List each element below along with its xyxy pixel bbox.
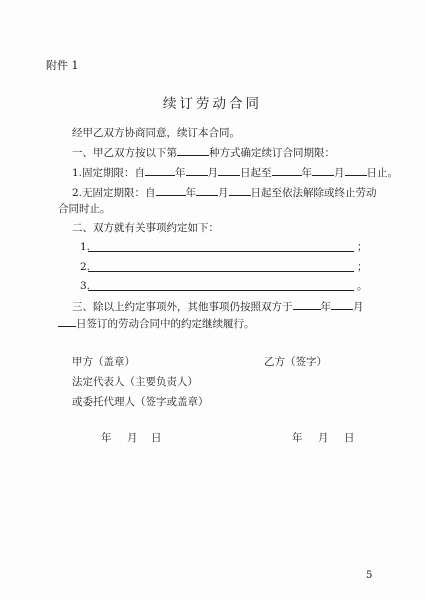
start-month-blank (186, 165, 208, 176)
clause-2-item-3-number: 3. (80, 280, 91, 292)
open-year-blank (156, 185, 186, 196)
day-end-label: 日止。 (366, 167, 399, 179)
month-label: 月 (218, 187, 229, 199)
clause-2-item-2-line (88, 271, 354, 272)
month-label: 月 (207, 167, 219, 179)
start-year-blank (145, 165, 175, 176)
year-label: 年 (320, 301, 331, 313)
party-b-date-year: 年 (292, 432, 303, 444)
option-number-blank (177, 145, 209, 156)
clause-3-continuation (58, 316, 255, 331)
start-day-blank (218, 165, 240, 176)
clause-2-item-1-number: 1. (80, 241, 91, 253)
clause-1-text-a: 一、甲乙双方按以下第 (72, 147, 177, 159)
year-label: 年 (175, 167, 186, 179)
open-day-blank (229, 185, 251, 196)
end-month-blank (312, 165, 334, 176)
party-b-date-month: 月 (318, 432, 329, 444)
end-day-blank (345, 165, 367, 176)
clause-1-line (72, 145, 335, 160)
signed-year-blank (293, 299, 321, 310)
open-term-line (72, 185, 377, 200)
authorized-agent-label: 或委托代理人（签字或盖章） (72, 396, 209, 408)
page-number: 5 (366, 570, 373, 581)
signed-day-blank (58, 316, 76, 327)
fixed-term-line (72, 165, 398, 180)
attachment-label: 附件 1 (46, 59, 79, 72)
open-term-continuation: 合同时止。 (58, 203, 111, 215)
signed-month-blank (331, 299, 353, 310)
year-label: 年 (301, 167, 313, 179)
party-b-date-day: 日 (344, 432, 355, 444)
clause-2-item-1-end: ； (357, 241, 368, 253)
clause-3-line (72, 299, 364, 314)
party-a-date-month: 月 (127, 432, 138, 444)
party-a-label: 甲方（盖章） (72, 356, 135, 368)
clause-2-heading: 二、双方就有关事项约定如下： (72, 222, 219, 234)
clause-2-item-3-line (88, 290, 354, 291)
intro-paragraph: 经甲乙双方协商同意，续订本合同。 (72, 127, 240, 139)
clause-2-item-2-number: 2. (80, 261, 91, 273)
open-term-text: 日起至依法解除或终止劳动 (250, 187, 377, 199)
open-month-blank (196, 185, 218, 196)
clause-2-item-3-end: 。 (357, 280, 368, 292)
year-label: 年 (185, 187, 197, 199)
party-a-date-day: 日 (151, 432, 162, 444)
month-label: 月 (353, 301, 364, 313)
clause-3-continuation-text: 日签订的劳动合同中的约定继续履行。 (76, 318, 255, 330)
day-start-label: 日起至 (240, 167, 272, 179)
end-year-blank (272, 165, 302, 176)
party-b-label: 乙方（签字） (264, 356, 327, 368)
party-a-date-year: 年 (101, 432, 112, 444)
open-term-label: 2.无固定期限：自 (72, 187, 156, 199)
clause-1-text-b: 种方式确定续订合同期限： (209, 147, 335, 159)
clause-3-text: 三、除以上约定事项外，其他事项仍按照双方于 (72, 301, 293, 313)
document-title: 续订劳动合同 (163, 96, 262, 112)
clause-2-item-1-line (88, 251, 354, 252)
clause-2-item-2-end: ； (357, 261, 368, 273)
fixed-term-label: 1.固定期限：自 (72, 167, 146, 179)
legal-representative-label: 法定代表人（主要负责人） (72, 376, 198, 388)
month-label: 月 (334, 167, 345, 179)
